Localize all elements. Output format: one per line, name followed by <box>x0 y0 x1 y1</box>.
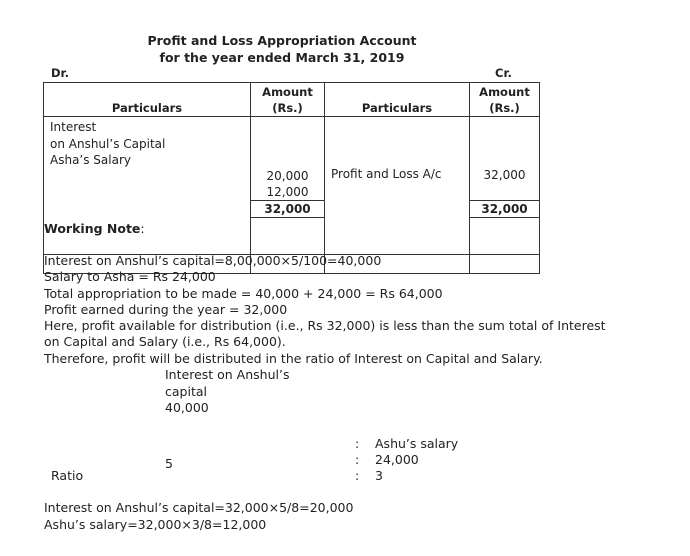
final-line: Ashu’s salary=32,000×3/8=12,000 <box>44 517 267 532</box>
credit-total: 32,000 <box>470 200 539 218</box>
credit-particulars: Profit and Loss A/c <box>325 117 470 255</box>
ratio-left-value: 5 <box>165 456 173 471</box>
debit-particulars: Interest on Anshul’s Capital Asha’s Salary <box>44 117 251 255</box>
final-line: Interest on Anshul’s capital=32,000×5/8=20,000 <box>44 500 354 515</box>
ratio-colon: : <box>355 452 360 467</box>
header-amount-right: Amount (Rs.) <box>470 83 540 117</box>
ratio-left-line: 40,000 <box>165 400 209 415</box>
ratio-label: Ratio <box>51 468 84 483</box>
working-note-line: Salary to Asha = Rs 24,000 <box>44 269 216 284</box>
ratio-right-line: 3 <box>375 468 383 483</box>
ratio-left-line: Interest on Anshul’s <box>165 367 290 382</box>
ratio-right-line: Ashu’s salary <box>375 436 459 451</box>
credit-amounts: 32,000 32,000 <box>470 117 540 255</box>
account-title-line1: Profit and Loss Appropriation Account <box>147 33 417 48</box>
debit-total: 32,000 <box>251 200 324 218</box>
account-title-line2: for the year ended March 31, 2019 <box>159 50 405 65</box>
table-header-row <box>44 83 540 117</box>
ratio-right-line: 24,000 <box>375 452 419 467</box>
debit-amounts: 20,000 12,000 32,000 <box>251 117 325 255</box>
appropriation-account-table <box>43 82 540 274</box>
dr-label: Dr. <box>51 66 69 80</box>
ratio-colon: : <box>355 468 360 483</box>
header-particulars-right: Particulars <box>325 83 470 117</box>
header-particulars-left: Particulars <box>44 83 251 117</box>
working-note-line: Profit earned during the year = 32,000 <box>44 302 288 317</box>
ratio-left-line: capital <box>165 384 207 399</box>
working-note-line: Here, profit available for distribution (i.e., Rs 32,000) is less than the sum total of Interest <box>44 318 606 333</box>
header-amount-left: Amount (Rs.) <box>251 83 325 117</box>
working-note-line: on Capital and Salary (i.e., Rs 64,000). <box>44 334 286 349</box>
working-note-line: Interest on Anshul’s capital=8,00,000×5/100=40,000 <box>44 253 382 268</box>
cr-label: Cr. <box>495 66 512 80</box>
working-note-heading: Working Note: <box>44 221 145 236</box>
working-note-line: Total appropriation to be made = 40,000 + 24,000 = Rs 64,000 <box>44 286 443 301</box>
working-note-line: Therefore, profit will be distributed in the ratio of Interest on Capital and Salary. <box>44 351 543 366</box>
ratio-colon: : <box>355 436 360 451</box>
